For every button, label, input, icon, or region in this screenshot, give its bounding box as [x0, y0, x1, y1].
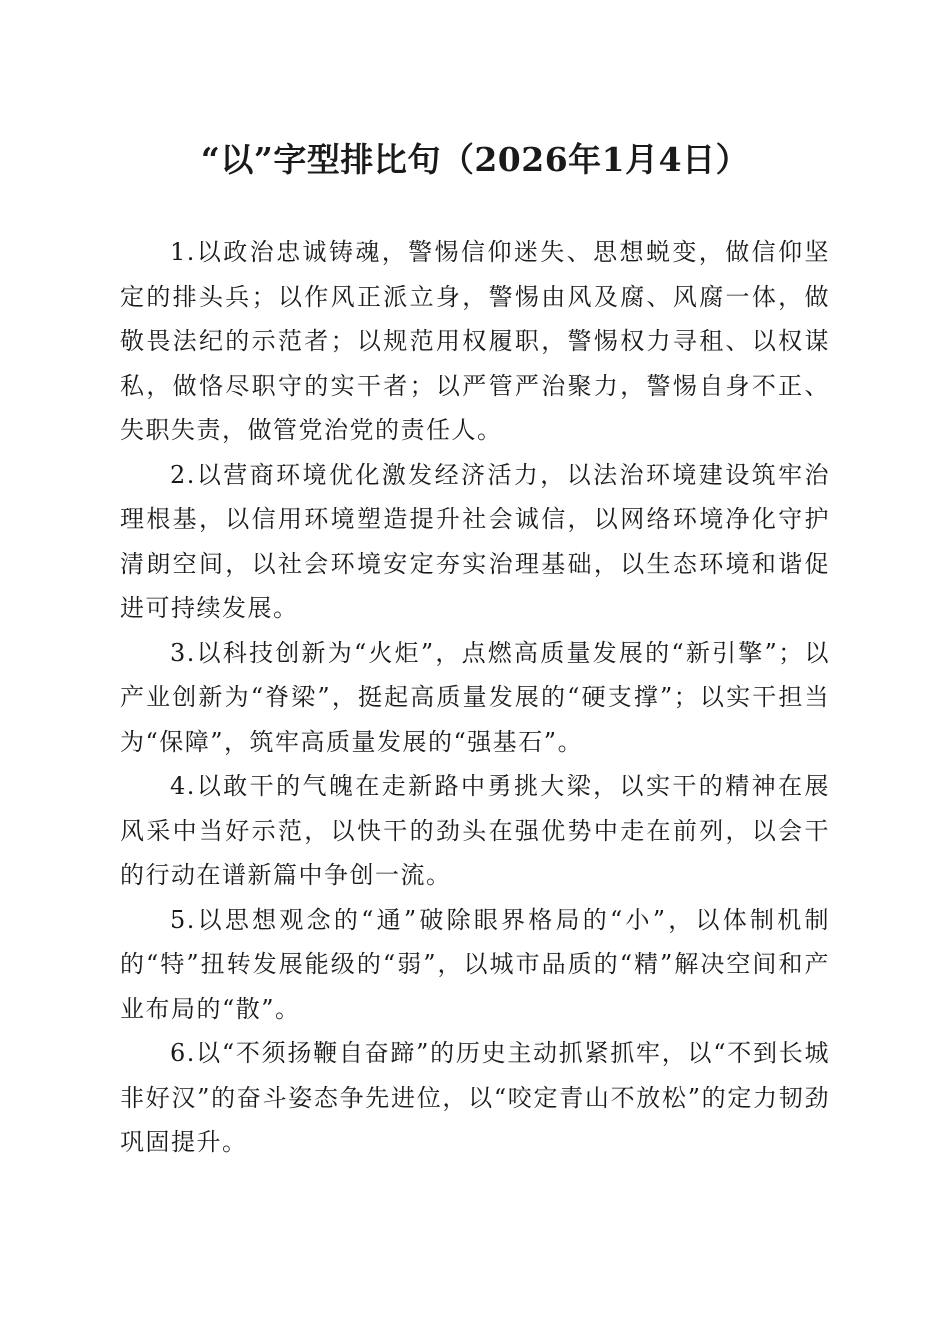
- paragraph-3: 3.以科技创新为“火炬”，点燃高质量发展的“新引擎”；以产业创新为“脊梁”，挺起高质量发展的“硬支撑”；以实干担当为“保障”，筑牢高质量发展的“强基石”。: [120, 638, 830, 756]
- paragraph-4: 4.以敢干的气魄在走新路中勇挑大梁，以实干的精神在展风采中当好示范，以快干的劲头在强优势中走在前列，以会干的行动在谱新篇中争创一流。: [120, 772, 830, 889]
- paragraph-5: 5.以思想观念的“通”破除眼界格局的“小”，以体制机制的“特”扭转发展能级的“弱”，以城市品质的“精”解决空间和产业布局的“散”。: [120, 905, 830, 1023]
- document-title: “以”字型排比句（2026年1月4日）: [200, 140, 750, 179]
- paragraph-6: 6.以“不须扬鞭自奋蹄”的历史主动抓紧抓牢，以“不到长城非好汉”的奋斗姿态争先进位，以“咬定青山不放松”的定力韧劲巩固提升。: [120, 1039, 830, 1156]
- document-body: [120, 230, 830, 1165]
- paragraph-1: 1.以政治忠诚铸魂，警惕信仰迷失、思想蜕变，做信仰坚定的排头兵；以作风正派立身，警惕由风及腐、风腐一体，做敬畏法纪的示范者；以规范用权履职，警惕权力寻租、以权谋私，做恪尽职守的实干者；以严管严治聚力，警惕自身不正、失职失责，做管党治党的责任人。: [120, 238, 830, 444]
- paragraph-2: 2.以营商环境优化激发经济活力，以法治环境建设筑牢治理根基，以信用环境塑造提升社会诚信，以网络环境净化守护清朗空间，以社会环境安定夯实治理基础，以生态环境和谐促进可持续发展。: [120, 460, 830, 622]
